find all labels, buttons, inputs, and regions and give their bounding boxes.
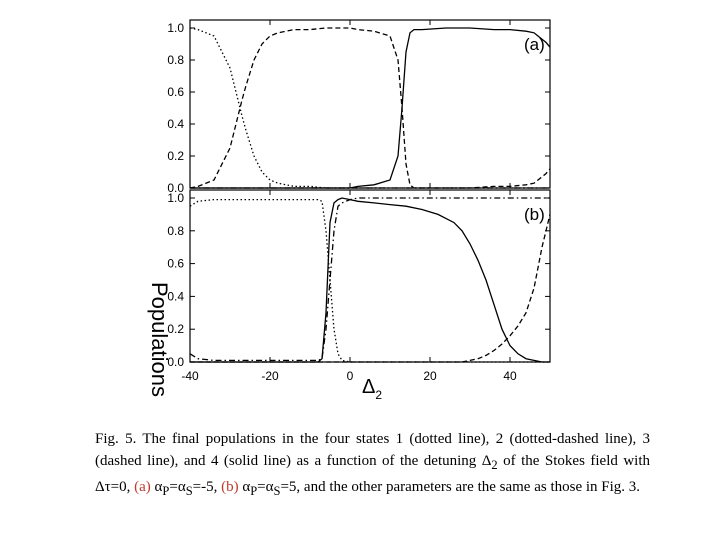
panel-label: (b) [524,205,545,224]
caption-text-6: α [238,479,251,495]
y-tick-label: 0.4 [167,289,184,304]
panel-label: (a) [524,35,545,54]
plot-frame [190,20,550,188]
x-tick-label: 20 [423,369,437,383]
y-tick-label: 0.2 [167,322,184,337]
series-line-dotted-dashed [190,198,550,360]
figure-caption [95,428,650,502]
y-tick-label: 0.8 [167,53,184,67]
caption-text-1: Fig. 5. The final populations in the four states 1 (dotted line), 2 (dotted-dashed line), 3 (dashed line), and 4 (solid line) as a function of the detuning Δ [95,431,650,469]
series-line-dotted [190,28,550,188]
caption-text-5: =-5, [192,479,222,495]
caption-text-8: =5, and the other parameters are the same as those in Fig. 3. [280,479,641,495]
y-tick-label: 1.0 [167,21,184,35]
y-tick-label: 0.0 [167,355,184,369]
caption-sub-p2: P [250,484,258,498]
caption-text-2: of the Stokes field with Δτ=0, [95,453,650,495]
caption-sub-s1: S [185,484,193,498]
series-line-dashed [190,28,550,188]
x-tick-label: 40 [503,369,517,383]
x-axis-label-sub: 2 [375,388,383,402]
panel-b [167,190,550,383]
panel-a [167,20,550,195]
y-tick-label: 0.0 [167,181,184,195]
x-tick-label: -20 [261,369,279,383]
y-axis-label: Populations [147,282,172,397]
caption-label-b: (b) [221,479,239,495]
series-line-solid [190,28,550,188]
x-axis-label [362,376,382,402]
caption-text-3: α [150,479,163,495]
y-tick-label: 0.6 [167,85,184,99]
caption-label-a: (a) [134,479,151,495]
y-tick-label: 0.8 [167,223,184,238]
series-line-dashed [190,214,550,362]
x-tick-label: -40 [181,369,199,383]
caption-sub-s2: S [273,484,281,498]
y-tick-label: 0.6 [167,256,184,271]
caption-text-7: =α [257,479,274,495]
y-tick-label: 0.4 [167,117,184,131]
series-line-solid [190,198,550,362]
series-line-dotted [190,200,550,362]
x-axis-label-main: Δ [362,376,376,398]
caption-sub-1: 2 [491,458,498,472]
x-tick-label: 0 [346,369,354,383]
plot-frame [190,190,550,362]
y-tick-label: 0.2 [167,149,184,163]
caption-text-4: =α [169,479,186,495]
y-tick-label: 1.0 [167,191,184,205]
caption-sub-p1: P [162,484,170,498]
